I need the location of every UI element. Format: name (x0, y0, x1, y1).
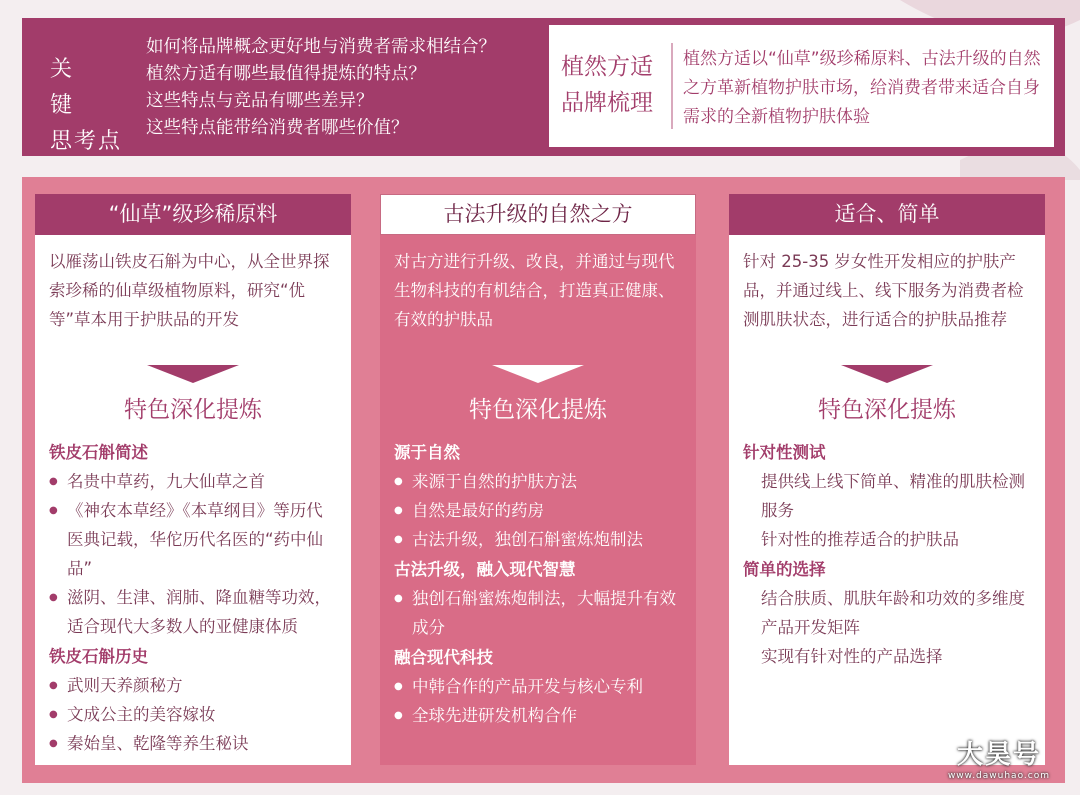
column-rare-ingredients (35, 194, 351, 765)
section-title: 融合现代科技 (394, 648, 493, 667)
list-item: ● 武则天养颜秘方 (49, 671, 337, 700)
brand-title-line2: 品牌梳理 (561, 90, 653, 116)
list-item: ● 《神农本草经》《本草纲目》等历代医典记载，华佗历代名医的“药中仙品” (49, 496, 337, 583)
section-title: 源于自然 (394, 443, 460, 462)
key-questions-bar (22, 18, 1065, 156)
list-item: ● 滋阴、生津、润肺、降血糖等功效，适合现代大多数人的亚健康体质 (49, 583, 337, 641)
down-arrow-icon (841, 365, 933, 383)
list-item: ● 独创石斛蜜炼炮制法，大幅提升有效成分 (394, 584, 682, 642)
column-heading: “仙草”级珍稀原料 (35, 194, 351, 235)
list-item: 结合肤质、肌肤年龄和功效的多维度产品开发矩阵 (761, 589, 1025, 637)
key-questions-title (50, 52, 130, 160)
key-questions-list (146, 34, 496, 142)
brand-summary-box (546, 22, 1057, 150)
column-intro: 以雁荡山铁皮石斛为中心，从全世界探索珍稀的仙草级植物原料，研究“优等”草本用于护肤品的开发 (49, 252, 330, 329)
column-heading: 古法升级的自然之方 (380, 194, 696, 235)
deep-refine-label: 特色深化提炼 (469, 397, 607, 423)
feature-columns-frame (22, 177, 1065, 783)
watermark-logo-text: 大昊号 (956, 740, 1041, 770)
column-intro: 对古方进行升级、改良，并通过与现代生物科技的有机结合，打造真正健康、有效的护肤品 (394, 252, 675, 329)
list-item: 提供线上线下简单、精准的肌肤检测服务 (761, 472, 1025, 520)
list-item: ● 名贵中草药，九大仙草之首 (49, 467, 337, 496)
list-item: 针对性的推荐适合的护肤品 (761, 530, 959, 549)
list-item: ● 秦始皇、乾隆等养生秘诀 (49, 729, 337, 758)
column-ancient-recipe (380, 194, 696, 765)
watermark-logo (948, 734, 1050, 781)
deep-refine-label: 特色深化提炼 (818, 397, 956, 423)
key-question-item: 如何将品牌概念更好地与消费者需求相结合？ (146, 37, 496, 57)
column-intro: 针对 25-35 岁女性开发相应的护肤产品，并通过线上、线下服务为消费者检测肌肤状态，进行适合的护肤品推荐 (743, 252, 1024, 329)
list-item: ● 来源于自然的护肤方法 (394, 467, 682, 496)
key-question-item: 这些特点与竞品有哪些差异？ (146, 91, 374, 111)
down-arrow-icon (492, 365, 584, 383)
section-title: 针对性测试 (743, 443, 826, 462)
section-title: 简单的选择 (743, 560, 826, 579)
key-questions-title-line1: 关键 (50, 57, 95, 118)
deep-refine-label: 特色深化提炼 (124, 397, 262, 423)
brand-summary-title (561, 49, 671, 121)
brand-summary-text: 植然方适以“仙草”级珍稀原料、古法升级的自然之方革新植物护肤市场，给消费者带来适合自身需求的全新植物护肤体验 (683, 49, 1041, 127)
section-title: 铁皮石斛简述 (49, 443, 148, 462)
list-item: 实现有针对性的产品选择 (761, 647, 943, 666)
column-heading: 适合、简单 (729, 194, 1045, 235)
section-title: 铁皮石斛历史 (49, 647, 148, 666)
list-item: ● 文成公主的美容嫁妆 (49, 700, 337, 729)
list-item: ● 全球先进研发机构合作 (394, 701, 682, 730)
list-item: ● 中韩合作的产品开发与核心专利 (394, 672, 682, 701)
down-arrow-icon (147, 365, 239, 383)
list-item: ● 自然是最好的药房 (394, 496, 682, 525)
brand-title-line1: 植然方适 (561, 54, 653, 80)
watermark-url: www.dawuhao.com (947, 771, 1050, 781)
list-item: ● 古法升级，独创石斛蜜炼炮制法 (394, 525, 682, 554)
key-question-item: 植然方适有哪些最值得提炼的特点？ (146, 64, 426, 84)
key-question-item: 这些特点能带给消费者哪些价值？ (146, 118, 409, 138)
section-title: 古法升级，融入现代智慧 (394, 560, 576, 579)
brand-divider (671, 43, 673, 129)
key-questions-title-line2: 思考点 (50, 129, 123, 154)
column-suitable-simple (729, 194, 1045, 765)
